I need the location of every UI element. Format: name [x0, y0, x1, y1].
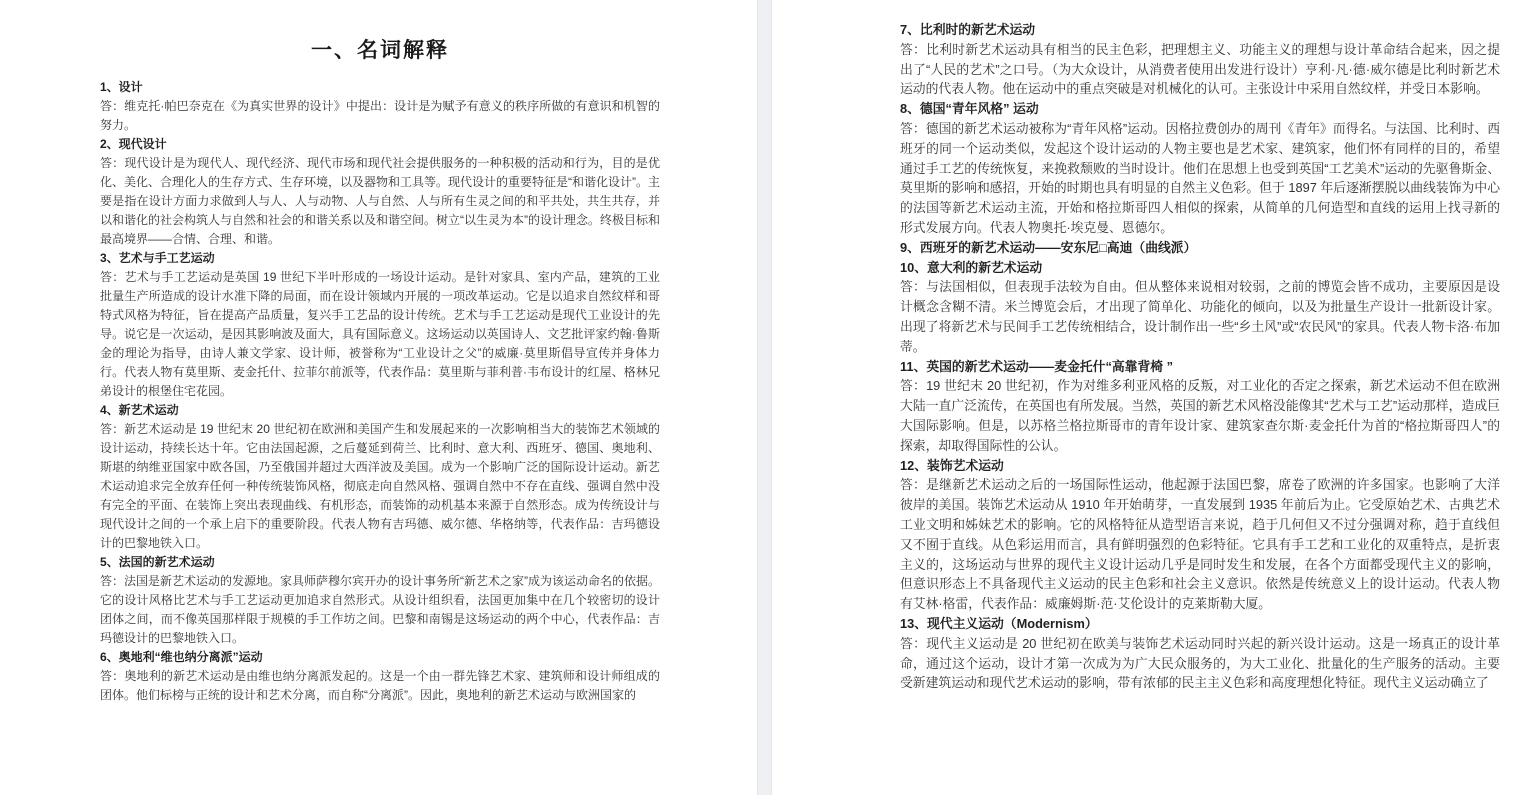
- term-heading: 6、奥地利“维也纳分离派”运动: [100, 650, 263, 664]
- term-answer: 答：是继新艺术运动之后的一场国际性运动，他起源于法国巴黎，席卷了欧洲的许多国家。也影响了大洋彼岸的美国。装饰艺术运动从 1910 年开始萌芽，一直发展到 1935 年前后为止。它受原始艺术、古典艺术工业文明和姊妹艺术的影响。它的风格特征从造型语言来说，趋于几何但又不过分强调对称，趋于直线但又不囿于直线。从色彩运用而言，具有鲜明强烈的色彩特征。它具有手工艺和工业化的双重特点，是折衷主义的，这场运动与世界的现代主义设计运动几乎是同时发生和发展，在各个方面都受现代主义的影响，但意识形态上不具备现代主义运动的民主色彩和社会主义意识。依然是传统意义上的设计运动。代表人物有艾林·格雷，代表作品：威廉姆斯·范·艾伦设计的克莱斯勒大厦。: [900, 477, 1500, 612]
- term-section: [100, 135, 660, 249]
- term-section: [100, 553, 660, 648]
- term-answer: 答：奥地利的新艺术运动是由维也纳分离派发起的。这是一个由一群先锋艺术家、建筑师和设计师组成的团体。他们标榜与正统的设计和艺术分离，而自称“分离派”。因此，奥地利的新艺术运动与欧洲国家的: [100, 669, 660, 702]
- term-answer: 答：比利时新艺术运动具有相当的民主色彩，把理想主义、功能主义的理想与设计革命结合起来，因之提出了“人民的艺术”之口号。（为大众设计，从消费者使用出发进行设计）亨利·凡·德·威尔德是比利时新艺术运动的代表人物。他在运动中的重点突破是对机械化的认可。主张设计中采用自然纹样，并受日本影响。: [900, 41, 1500, 97]
- term-answer: 答：法国是新艺术运动的发源地。家具师萨穆尔宾开办的设计事务所“新艺术之家”成为该运动命名的依据。它的设计风格比艺术与手工艺运动更加追求自然形式。从设计组织看，法国更加集中在几个较密切的设计团体之间，而不像英国那样限于规模的手工作坊之间。巴黎和南锡是这场运动的两个中心，代表作品：吉玛德设计的巴黎地铁入口。: [100, 574, 660, 645]
- term-answer: 答：19 世纪末 20 世纪初，作为对维多利亚风格的反叛，对工业化的否定之探索，新艺术运动不但在欧洲大陆一直广泛流传，在英国也有所发展。当然，英国的新艺术风格没能像其“艺术与工艺”运动那样，造成巨大国际影响。但是，以苏格兰格拉斯哥市的青年设计家、建筑家查尔斯·麦金托什为首的“格拉斯哥四人”的探索，却取得国际性的公认。: [900, 378, 1500, 453]
- term-section: [900, 238, 1500, 258]
- term-answer: 答：现代设计是为现代人、现代经济、现代市场和现代社会提供服务的一种积极的活动和行为，目的是优化、美化、合理化人的生存方式、生存环境，以及器物和工具等。现代设计的重要特征是“和谐化设计”。主要是指在设计方面力求做到人与人、人与动物、人与自然、人与所有生灵之间的和平共处，共生共存，并以和谐化的社会构筑人与自然和社会的和谐关系以及和谐空间。树立“以生灵为本”的设计理念。终极目标和最高境界——合情、合理、和谐。: [100, 156, 660, 246]
- term-heading: 10、意大利的新艺术运动: [900, 259, 1043, 275]
- term-section: [900, 614, 1500, 693]
- term-section: [900, 20, 1500, 99]
- term-heading: 11、英国的新艺术运动——麦金托什“高靠背椅 ”: [900, 358, 1174, 374]
- term-heading: 4、新艺术运动: [100, 403, 179, 417]
- term-answer: 答：现代主义运动是 20 世纪初在欧美与装饰艺术运动同时兴起的新兴设计运动。这是一场真正的设计革命，通过这个运动，设计才第一次成为为广大民众服务的，为大工业化、批量化的生产服务的活动。主要受新建筑运动和现代艺术运动的影响，带有浓郁的民主主义色彩和高度理想化特征。现代主义运动确立了: [900, 635, 1500, 691]
- term-heading: 7、比利时的新艺术运动: [900, 22, 1036, 37]
- page-right: [772, 0, 1525, 795]
- term-heading: 8、德国“青年风格” 运动: [900, 101, 1039, 117]
- term-section: [900, 258, 1500, 357]
- term-heading: 13、现代主义运动（Modernism）: [900, 615, 1098, 631]
- page-left-content: [0, 0, 660, 705]
- right-sections: [900, 20, 1500, 693]
- term-section: [900, 357, 1500, 456]
- page-right-content: [772, 0, 1500, 693]
- page-left: [0, 0, 757, 795]
- term-heading: 12、装饰艺术运动: [900, 457, 1004, 473]
- term-heading: 2、现代设计: [100, 137, 167, 151]
- term-answer: 答：新艺术运动是 19 世纪末 20 世纪初在欧洲和美国产生和发展起来的一次影响相当大的装饰艺术领域的设计运动，持续长达十年。它由法国起源，之后蔓延到荷兰、比利时、意大利、西班牙、德国、奥地利、斯堪的纳维亚国家中欧各国，乃至俄国并超过大西洋波及美国。成为一个影响广泛的国际设计运动。新艺术运动追求完全放弃任何一种传统装饰风格，彻底走向自然风格、强调自然中不存在直线、强调自然中没有完全的平面、在装饰上突出表现曲线、有机形态，而装饰的动机基本来源于自然形态。成为传统设计与现代设计之间的一个承上启下的重要阶段。代表人物有吉玛德、威尔德、华格纳等，代表作品：吉玛德设计的巴黎地铁入口。: [100, 422, 660, 550]
- term-section: [100, 648, 660, 705]
- term-section: [100, 249, 660, 401]
- term-answer: 答：维克托·帕巴奈克在《为真实世界的设计》中提出：设计是为赋予有意义的秩序所做的有意识和机智的努力。: [100, 99, 660, 132]
- document-title: 一、名词解释: [311, 39, 449, 62]
- term-section: [100, 401, 660, 553]
- term-section: [100, 78, 660, 135]
- left-sections: [100, 78, 660, 705]
- term-heading: 9、西班牙的新艺术运动——安东尼□高迪（曲线派）: [900, 239, 1197, 255]
- page-gutter-divider: [757, 0, 772, 795]
- term-heading: 3、艺术与手工艺运动: [100, 251, 215, 265]
- term-answer: 答：与法国相似，但表现手法较为自由。但从整体来说相对较弱，之前的博览会皆不成功，主要原因是设计概念含糊不清。米兰博览会后，才出现了简单化、功能化的倾向，以及为批量生产设计一批新设计家。出现了将新艺术与民间手工艺传统相结合，设计制作出一些“乡土风”或“农民风”的家具。代表人物卡洛·布加蒂。: [900, 279, 1500, 354]
- term-section: [900, 456, 1500, 614]
- term-answer: 答：艺术与手工艺运动是英国 19 世纪下半叶形成的一场设计运动。是针对家具、室内产品，建筑的工业批量生产所造成的设计水准下降的局面，而在设计领域内开展的一项改革运动。它是以追求自然纹样和哥特式风格为特征，旨在提高产品质量，复兴手工艺品的设计传统。艺术与手工艺运动是现代工业设计的先导。说它是一次运动，是因其影响波及面大，具有国际意义。这场运动以英国诗人、文艺批评家约翰·鲁斯金的理论为指导，由诗人兼文学家、设计师，被誉称为“工业设计之父”的威廉·莫里斯倡导宣传并身体力行。代表人物有莫里斯、麦金托什、拉菲尔前派等，代表作品：莫里斯与菲利普·韦布设计的红屋、格林兄弟设计的根堡住宅花园。: [100, 270, 660, 398]
- term-heading: 1、设计: [100, 80, 143, 94]
- term-section: [900, 99, 1500, 238]
- term-answer: 答：德国的新艺术运动被称为“青年风格”运动。因格拉费创办的周刊《青年》而得名。与法国、比利时、西班牙的同一个运动类似，发起这个设计运动的人物主要也是艺术家、建筑家，他们怀有同样的目的，希望通过手工艺的传统恢复，来挽救颓败的当时设计。他们在思想上也受到英国“工艺美术”运动的先驱鲁斯金、莫里斯的影响和感招，开始的时期也具有明显的自然主义色彩。但于 1897 年后逐渐摆脱以曲线装饰为中心的法国等新艺术运动主流，开始和格拉斯哥四人相似的探索，从简单的几何造型和直线的运用上找寻新的形式发展方向。代表人物奥托·埃克曼、恩德尔。: [900, 120, 1500, 235]
- term-heading: 5、法国的新艺术运动: [100, 555, 215, 569]
